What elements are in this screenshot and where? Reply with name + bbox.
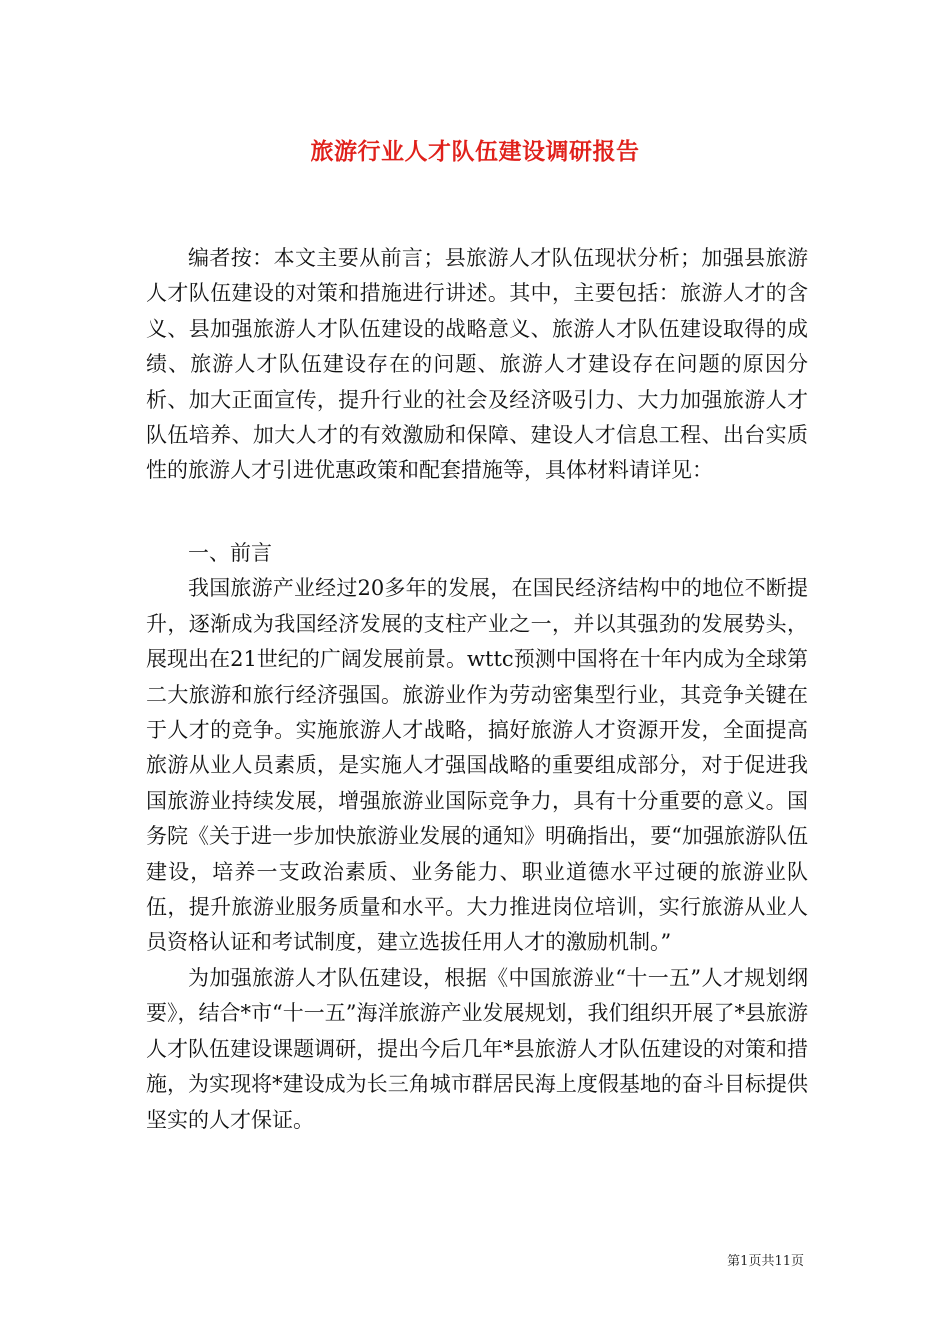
body-paragraph: 为加强旅游人才队伍建设，根据《中国旅游业“十一五”人才规划纲要》，结合*市“十一五”海洋旅游产业发展规划，我们组织开展了*县旅游人才队伍建设课题调研，提出今后几年*县旅游人才队伍建设的对策和措施，为实现将*建设成为长三角城市群居民海上度假基地的奋斗目标提供坚实的人才保证。 bbox=[146, 965, 808, 1132]
section-heading-preface: 一、前言 bbox=[188, 541, 272, 565]
editor-note-paragraph: 编者按：本文主要从前言；县旅游人才队伍现状分析；加强县旅游人才队伍建设的对策和措施进行讲述。其中，主要包括：旅游人才的含义、县加强旅游人才队伍建设的战略意义、旅游人才队伍建设取得的成绩、旅游人才队伍建设存在的问题、旅游人才建设存在问题的原因分析、加大正面宣传，提升行业的社会及经济吸引力、大力加强旅游人才队伍培养、加大人才的有效激励和保障、建设人才信息工程、出台实质性的旅游人才引进优惠政策和配套措施等，具体材料请详见： bbox=[146, 246, 808, 483]
body-paragraph: 我国旅游产业经过20多年的发展，在国民经济结构中的地位不断提升，逐渐成为我国经济发展的支柱产业之一，并以其强劲的发展势头，展现出在21世纪的广阔发展前景。wttc预测中国将在十年内成为全球第二大旅游和旅行经济强国。旅游业作为劳动密集型行业，其竞争关键在于人才的竞争。实施旅游人才战略，搞好旅游人才资源开发，全面提高旅游从业人员素质，是实施人才强国战略的重要组成部分，对于促进我国旅游业持续发展，增强旅游业国际竞争力，具有十分重要的意义。国务院《关于进一步加快旅游业发展的通知》明确指出，要“加强旅游队伍建设，培养一支政治素质、业务能力、职业道德水平过硬的旅游业队伍，提升旅游业服务质量和水平。大力推进岗位培训，实行旅游从业人员资格认证和考试制度，建立选拔任用人才的激励机制。” bbox=[146, 576, 808, 955]
document-title: 旅游行业人才队伍建设调研报告 bbox=[310, 138, 640, 165]
main-body-block bbox=[146, 536, 808, 1138]
page-number-footer: 第1页共11页 bbox=[727, 1254, 804, 1269]
editor-note-block bbox=[146, 241, 808, 489]
